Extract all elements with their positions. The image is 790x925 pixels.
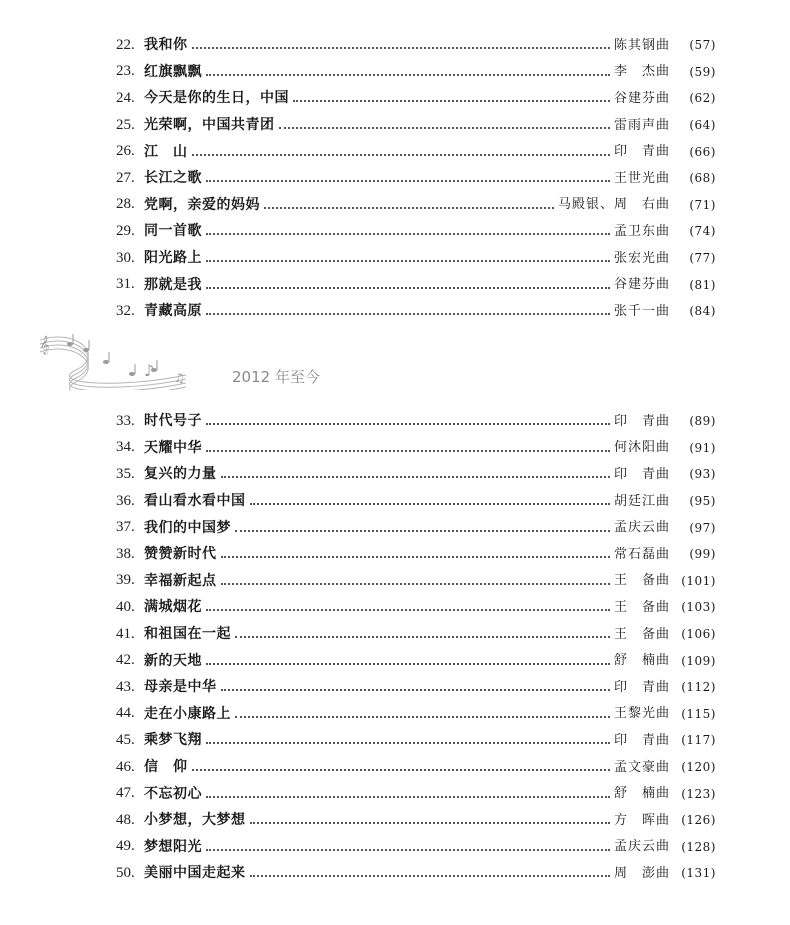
toc-entry[interactable] — [116, 647, 716, 674]
toc-entry-number: 28. — [116, 196, 135, 213]
toc-entry-composer: 舒 楠曲 — [613, 786, 670, 802]
toc-entry[interactable] — [116, 298, 716, 325]
toc-entry-page: (57) — [689, 38, 716, 53]
toc-entry-title: 红旗飘飘 — [144, 63, 202, 80]
toc-entry-number: 29. — [116, 222, 135, 239]
toc-entry-composer: 谷建芬曲 — [613, 90, 670, 106]
toc-entry-title: 时代号子 — [144, 413, 202, 430]
toc-entry-composer: 孟庆云曲 — [613, 839, 670, 855]
toc-entry-composer: 雷雨声曲 — [613, 117, 670, 133]
dot-leader — [235, 716, 610, 718]
toc-entry-composer: 李 杰曲 — [613, 64, 670, 80]
dot-leader — [221, 689, 610, 691]
toc-entry[interactable] — [116, 541, 716, 568]
svg-text:♫: ♫ — [174, 371, 185, 385]
toc-entry-title: 天耀中华 — [144, 439, 202, 456]
toc-entry-number: 34. — [116, 439, 135, 456]
toc-entry-number: 50. — [116, 864, 135, 881]
toc-entry-composer: 印 青曲 — [613, 466, 670, 482]
dot-leader — [250, 503, 610, 505]
dot-leader — [206, 849, 610, 851]
toc-entry-title: 小梦想，大梦想 — [144, 812, 246, 829]
dot-leader — [206, 287, 610, 289]
toc-entry-composer: 王黎光曲 — [613, 706, 670, 722]
toc-entry-page: (71) — [689, 197, 716, 212]
toc-entry-number: 22. — [116, 36, 135, 53]
toc-entry-page: (109) — [681, 653, 716, 668]
toc-entry-number: 42. — [116, 652, 135, 669]
dot-leader — [206, 450, 610, 452]
toc-entry-composer: 常石磊曲 — [613, 546, 670, 562]
toc-entry-page: (117) — [681, 733, 716, 748]
toc-entry[interactable] — [116, 85, 716, 112]
toc-entry-composer: 张宏光曲 — [613, 250, 670, 266]
dot-leader — [221, 583, 610, 585]
toc-entry[interactable] — [116, 408, 716, 435]
toc-entry-page: (89) — [689, 414, 716, 429]
toc-entry-title: 同一首歌 — [144, 223, 202, 240]
toc-entry-number: 39. — [116, 572, 135, 589]
toc-entry-title: 走在小康路上 — [144, 705, 231, 722]
toc-entry-composer: 胡廷江曲 — [613, 493, 670, 509]
toc-entry-title: 我和你 — [144, 37, 188, 54]
dot-leader — [235, 530, 610, 532]
toc-entry-page: (103) — [681, 600, 716, 615]
toc-entry[interactable] — [116, 621, 716, 648]
toc-entry[interactable] — [116, 754, 716, 781]
toc-entry-number: 37. — [116, 519, 135, 536]
toc-entry-title: 和祖国在一起 — [144, 626, 231, 643]
toc-entry-page: (112) — [681, 680, 716, 695]
toc-entry-page: (120) — [681, 760, 716, 775]
toc-entry-page: (128) — [681, 839, 716, 854]
dot-leader — [250, 875, 610, 877]
toc-entry-number: 44. — [116, 705, 135, 722]
toc-entry-number: 30. — [116, 249, 135, 266]
toc-entry[interactable] — [116, 461, 716, 488]
toc-entry-title: 江 山 — [144, 143, 188, 160]
toc-entry-composer: 谷建芬曲 — [613, 277, 670, 293]
toc-entry-number: 33. — [116, 412, 135, 429]
toc-entry-composer: 舒 楠曲 — [613, 653, 670, 669]
toc-entry[interactable] — [116, 435, 716, 462]
toc-entry-composer: 印 青曲 — [613, 144, 670, 160]
toc-entry-number: 24. — [116, 89, 135, 106]
dot-leader — [221, 556, 610, 558]
toc-entry-title: 梦想阳光 — [144, 838, 202, 855]
dot-leader — [235, 636, 610, 638]
dot-leader — [206, 233, 610, 235]
toc-entry[interactable] — [116, 780, 716, 807]
toc-entry-page: (64) — [689, 118, 716, 133]
toc-entry[interactable] — [116, 594, 716, 621]
music-notes-staff-icon — [36, 330, 206, 390]
toc-entry-title: 满城烟花 — [144, 599, 202, 616]
toc-section-before-2012 — [116, 32, 716, 325]
section-heading-title: 2012 年至今 — [232, 368, 320, 386]
toc-entry-page: (74) — [689, 224, 716, 239]
dot-leader — [206, 180, 610, 182]
dot-leader — [192, 154, 610, 156]
section-heading — [36, 330, 336, 390]
dot-leader — [192, 47, 610, 49]
toc-entry[interactable] — [116, 488, 716, 515]
toc-entry-title: 今天是你的生日，中国 — [144, 90, 289, 107]
toc-entry-page: (68) — [689, 171, 716, 186]
dot-leader — [206, 423, 610, 425]
dot-leader — [206, 742, 610, 744]
toc-entry-title: 信 仰 — [144, 759, 188, 776]
toc-entry[interactable] — [116, 165, 716, 192]
toc-entry-page: (91) — [689, 440, 716, 455]
toc-entry[interactable] — [116, 192, 716, 219]
toc-entry-title: 党啊，亲爱的妈妈 — [144, 196, 260, 213]
svg-text:♪: ♪ — [144, 361, 155, 380]
toc-entry-number: 45. — [116, 731, 135, 748]
toc-entry-title: 赞赞新时代 — [144, 546, 217, 563]
toc-entry-title: 那就是我 — [144, 276, 202, 293]
dot-leader — [250, 822, 610, 824]
toc-entry-page: (84) — [689, 304, 716, 319]
toc-entry[interactable] — [116, 807, 716, 834]
toc-entry-page: (97) — [689, 520, 716, 535]
dot-leader — [206, 663, 610, 665]
toc-entry-title: 复兴的力量 — [144, 466, 217, 483]
dot-leader — [192, 769, 610, 771]
toc-entry-title: 美丽中国走起来 — [144, 865, 246, 882]
toc-entry-number: 23. — [116, 63, 135, 80]
toc-entry[interactable] — [116, 59, 716, 86]
toc-entry[interactable] — [116, 568, 716, 595]
toc-entry-page: (123) — [681, 786, 716, 801]
toc-entry-composer: 马殿银、周 右曲 — [557, 197, 670, 213]
toc-entry[interactable] — [116, 138, 716, 165]
toc-entry[interactable] — [116, 727, 716, 754]
toc-entry-composer: 张千一曲 — [613, 303, 670, 319]
toc-entry-composer: 王 备曲 — [613, 599, 670, 615]
toc-entry-title: 不忘初心 — [144, 785, 202, 802]
toc-entry-composer: 孟文豪曲 — [613, 759, 670, 775]
toc-entry-composer: 陈其钢曲 — [613, 37, 670, 53]
toc-entry-number: 31. — [116, 276, 135, 293]
svg-text:𝄞: 𝄞 — [40, 335, 50, 354]
toc-entry-composer: 王 备曲 — [613, 573, 670, 589]
toc-entry-composer: 何沐阳曲 — [613, 440, 670, 456]
toc-entry-number: 47. — [116, 785, 135, 802]
toc-entry-page: (131) — [681, 866, 716, 881]
toc-entry-number: 36. — [116, 492, 135, 509]
toc-entry-number: 43. — [116, 678, 135, 695]
toc-entry[interactable] — [116, 860, 716, 887]
toc-entry-number: 35. — [116, 465, 135, 482]
toc-entry-page: (62) — [689, 91, 716, 106]
toc-entry[interactable] — [116, 271, 716, 298]
toc-entry-title: 青藏高原 — [144, 303, 202, 320]
toc-entry-title: 新的天地 — [144, 652, 202, 669]
toc-entry-title: 阳光路上 — [144, 250, 202, 267]
toc-entry-page: (93) — [689, 467, 716, 482]
toc-entry-page: (66) — [689, 144, 716, 159]
toc-entry-page: (101) — [681, 573, 716, 588]
toc-entry-composer: 王 备曲 — [613, 626, 670, 642]
toc-entry[interactable] — [116, 112, 716, 139]
toc-entry-title: 长江之歌 — [144, 170, 202, 187]
toc-entry-composer: 方 晖曲 — [613, 812, 670, 828]
toc-entry-number: 26. — [116, 143, 135, 160]
toc-entry-page: (81) — [689, 277, 716, 292]
toc-entry-page: (126) — [681, 813, 716, 828]
dot-leader — [206, 796, 610, 798]
toc-entry-number: 25. — [116, 116, 135, 133]
toc-entry-title: 光荣啊，中国共青团 — [144, 117, 275, 134]
toc-entry-title: 看山看水看中国 — [144, 493, 246, 510]
dot-leader — [206, 313, 610, 315]
toc-entry-number: 27. — [116, 169, 135, 186]
toc-entry-title: 幸福新起点 — [144, 572, 217, 589]
toc-entry[interactable] — [116, 514, 716, 541]
toc-entry-composer: 印 青曲 — [613, 413, 670, 429]
dot-leader — [206, 260, 610, 262]
dot-leader — [264, 207, 554, 209]
dot-leader — [221, 476, 610, 478]
toc-entry-number: 46. — [116, 758, 135, 775]
dot-leader — [293, 100, 610, 102]
toc-entry-composer: 王世光曲 — [613, 170, 670, 186]
toc-entry[interactable] — [116, 32, 716, 59]
toc-entry-title: 乘梦飞翔 — [144, 732, 202, 749]
toc-entry-composer: 印 青曲 — [613, 732, 670, 748]
toc-entry-composer: 孟卫东曲 — [613, 223, 670, 239]
toc-entry-page: (59) — [689, 64, 716, 79]
toc-entry[interactable] — [116, 245, 716, 272]
toc-entry-page: (95) — [689, 494, 716, 509]
toc-entry-number: 41. — [116, 625, 135, 642]
toc-entry-number: 38. — [116, 545, 135, 562]
dot-leader — [279, 127, 610, 129]
toc-entry-title: 我们的中国梦 — [144, 519, 231, 536]
toc-entry-number: 48. — [116, 811, 135, 828]
toc-section-since-2012 — [116, 408, 716, 887]
toc-entry-composer: 印 青曲 — [613, 679, 670, 695]
toc-entry-page: (77) — [689, 251, 716, 266]
toc-entry[interactable] — [116, 218, 716, 245]
toc-entry[interactable] — [116, 834, 716, 861]
toc-entry-page: (99) — [689, 547, 716, 562]
toc-entry-composer: 周 澎曲 — [613, 865, 670, 881]
toc-entry[interactable] — [116, 701, 716, 728]
dot-leader — [206, 74, 610, 76]
toc-entry-number: 40. — [116, 598, 135, 615]
dot-leader — [206, 609, 610, 611]
toc-entry-title: 母亲是中华 — [144, 679, 217, 696]
toc-entry-number: 49. — [116, 838, 135, 855]
toc-entry[interactable] — [116, 674, 716, 701]
toc-entry-page: (115) — [681, 706, 716, 721]
toc-entry-number: 32. — [116, 302, 135, 319]
toc-entry-composer: 孟庆云曲 — [613, 520, 670, 536]
toc-entry-page: (106) — [681, 627, 716, 642]
